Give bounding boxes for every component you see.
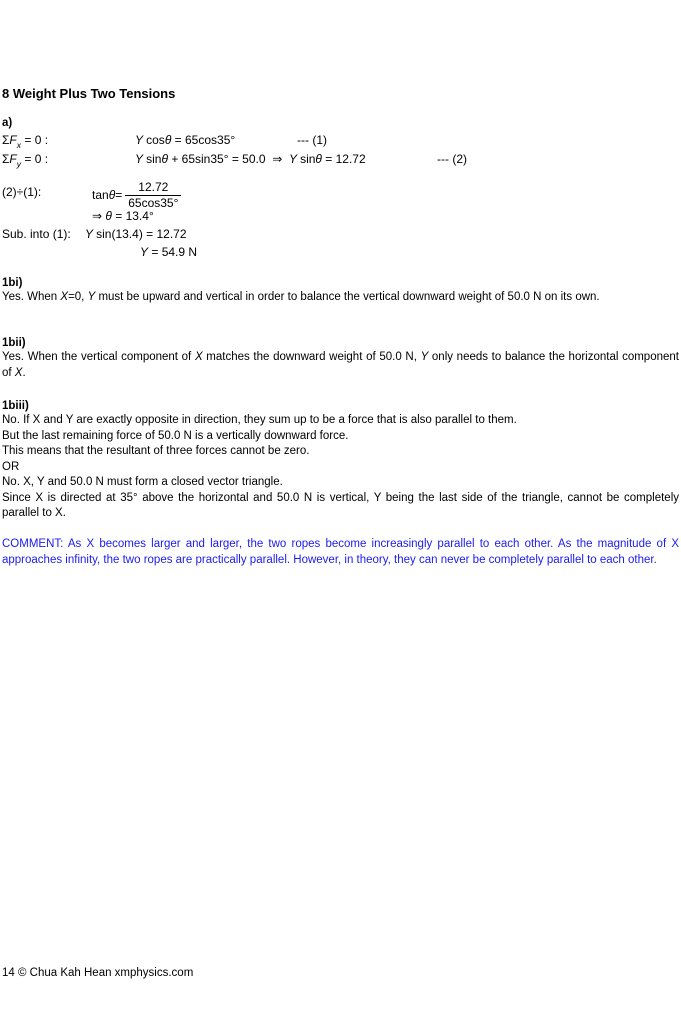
section-1biii-heading: 1biii) <box>2 400 29 412</box>
eq1-expression: Y cosθ = 65cos35° <box>135 133 236 147</box>
statement-conclusion: Since X is directed at 35° above the horizontal and 50.0 N is vertical, Y being the last side of the triangle, cannot be completely parallel to X. <box>2 491 679 519</box>
section-1bii-heading: 1bii) <box>2 337 26 349</box>
comment-paragraph: COMMENT: As X becomes larger and larger, the two ropes become increasingly parallel to each other. As the magnitude of X approaches infinity, the two ropes are practically parallel. However, in theory, they can never be completely parallel to each other. <box>2 538 679 566</box>
section-1bii-body: Yes. When the vertical component of X matches the downward weight of 50.0 N, Y only needs to balance the horizontal component of X. <box>2 351 679 379</box>
eq6-expression: Y = 54.9 N <box>140 245 198 259</box>
eq3-expression: tan θ = $\frac{12.72}{65\cos 35^\circ}$ <box>92 180 184 211</box>
statement-line: This means that the resultant of three forces cannot be zero. <box>2 445 310 457</box>
page-footer: 14 © Chua Kah Hean xmphysics.com <box>2 967 194 979</box>
eq3-label: (2)÷(1): <box>2 185 42 199</box>
eq5-label: Sub. into (1): <box>2 227 71 241</box>
statement-line: But the last remaining force of 50.0 N is a vertically downward force. <box>2 429 349 442</box>
eq2-number: --- (2) <box>437 152 467 166</box>
eq1-number: --- (1) <box>297 133 327 147</box>
section-1bi-heading: 1bi) <box>2 277 23 289</box>
statement-line: OR <box>2 460 20 473</box>
statement-line: No. If X and Y are exactly opposite in direction, they sum up to be a force that is also parallel to them. <box>2 414 517 426</box>
eq5-expression: Y sin(13.4) = 12.72 <box>85 227 187 241</box>
eq1-label: $\Sigma F_x = 0$ : <box>2 133 49 150</box>
eq2-expression: Y sinθ + 65sin35° = 50.0 ⇒ Y sinθ = 12.72 <box>135 152 366 166</box>
page-title: 8 Weight Plus Two Tensions <box>2 86 176 101</box>
eq2-label: $\Sigma F_y = 0$ : <box>2 152 49 169</box>
section-1bi-body: Yes. When X=0, Y must be upward and vertical in order to balance the vertical downward weight of 50.0 N on its own. <box>2 291 600 303</box>
eq4-expression: ⇒ θ = 13.4° <box>92 209 154 223</box>
section-1biii-body <box>2 413 679 522</box>
section-a-heading: a) <box>2 117 13 129</box>
statement-line: No. X, Y and 50.0 N must form a closed vector triangle. <box>2 476 283 488</box>
